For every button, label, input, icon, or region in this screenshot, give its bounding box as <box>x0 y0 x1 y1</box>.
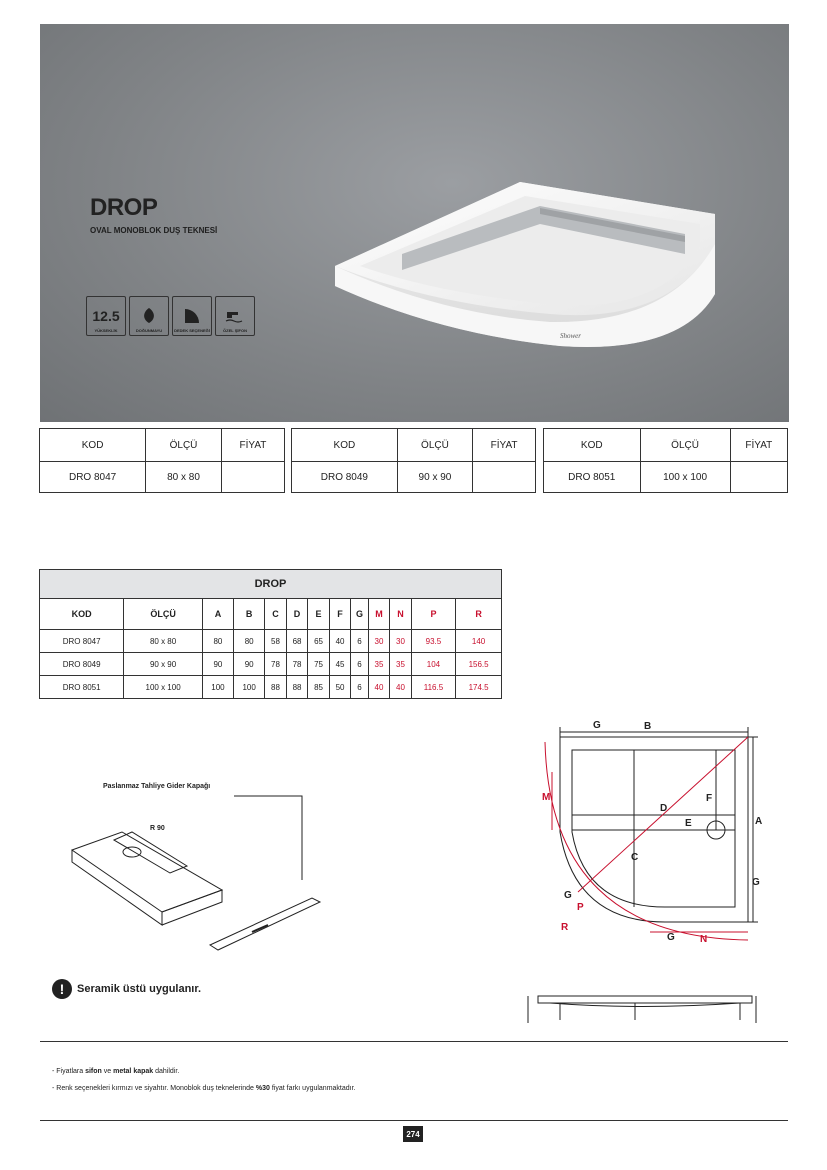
side-view-drawing <box>520 988 760 1028</box>
table-cell: 30 <box>368 630 390 653</box>
drain-cover-detail <box>62 780 332 955</box>
price-table-8049 <box>291 428 536 493</box>
table-cell: 6 <box>351 676 368 699</box>
table-cell: 35 <box>390 653 412 676</box>
dim-header-r: R <box>456 599 502 630</box>
col-header-fiyat: FİYAT <box>730 429 787 462</box>
cell-kod: DRO 8047 <box>40 462 146 493</box>
col-header-olcu: ÖLÇÜ <box>640 429 730 462</box>
table-cell: 35 <box>368 653 390 676</box>
table-cell: DRO 8047 <box>40 630 124 653</box>
dim-header-e: E <box>308 599 330 630</box>
dim-label-c: C <box>631 852 639 863</box>
dim-header-l: ÖLÇÜ <box>124 599 203 630</box>
cell-fiyat <box>730 462 787 493</box>
table-cell: 100 x 100 <box>124 676 203 699</box>
col-header-kod: KOD <box>544 429 641 462</box>
note-text: Seramik üstü uygulanır. <box>77 983 202 995</box>
dim-label-d: D <box>660 803 668 814</box>
leaf-icon <box>139 307 159 325</box>
dim-label-n: N <box>700 934 708 945</box>
table-cell: 68 <box>286 630 308 653</box>
table-row <box>40 653 502 676</box>
table-cell: 85 <box>308 676 330 699</box>
feature-badges <box>86 296 255 336</box>
table-cell: 80 <box>234 630 265 653</box>
dim-header-c: C <box>265 599 287 630</box>
radius-label: R 90 <box>150 825 165 832</box>
table-cell: 45 <box>329 653 351 676</box>
table-cell: 30 <box>390 630 412 653</box>
table-cell: 58 <box>265 630 287 653</box>
shower-icon <box>224 308 246 324</box>
table-cell: 40 <box>329 630 351 653</box>
table-row <box>40 630 502 653</box>
siphon-badge: ÖZEL ŞİFON <box>215 296 255 336</box>
table-cell: DRO 8051 <box>40 676 124 699</box>
dim-header-b: B <box>234 599 265 630</box>
dim-header-g: G <box>351 599 368 630</box>
color-option-badge: DEDEK SEÇENEĞİ <box>172 296 212 336</box>
cell-kod: DRO 8049 <box>292 462 398 493</box>
table-cell: 100 <box>202 676 233 699</box>
brand-label: Shower <box>560 332 581 340</box>
price-table-8051 <box>543 428 788 493</box>
cell-fiyat <box>473 462 536 493</box>
dim-header-m: M <box>368 599 390 630</box>
dim-header-n: N <box>390 599 412 630</box>
dim-label-p: P <box>577 902 584 913</box>
col-header-kod: KOD <box>292 429 398 462</box>
divider <box>40 1041 788 1042</box>
eco-badge: DOĞUNMAYU <box>129 296 169 336</box>
quarter-tray-icon <box>182 307 202 325</box>
cell-olcu: 80 x 80 <box>146 462 222 493</box>
product-subtitle: OVAL MONOBLOK DUŞ TEKNESİ <box>90 226 218 235</box>
dimension-table-title: DROP <box>40 570 502 599</box>
table-cell: 140 <box>456 630 502 653</box>
table-cell: 75 <box>308 653 330 676</box>
table-cell: DRO 8049 <box>40 653 124 676</box>
table-cell: 80 <box>202 630 233 653</box>
exclamation-icon: ! <box>52 979 72 999</box>
technical-drawing <box>520 712 790 952</box>
col-header-fiyat: FİYAT <box>221 429 284 462</box>
divider <box>40 1120 788 1121</box>
dim-label-g4: G <box>667 932 675 943</box>
dim-header-a: A <box>202 599 233 630</box>
dim-header-f: F <box>329 599 351 630</box>
dim-label-g3: G <box>564 890 572 901</box>
cell-olcu: 90 x 90 <box>397 462 472 493</box>
dim-label-m: M <box>542 792 551 803</box>
table-cell: 88 <box>286 676 308 699</box>
table-cell: 156.5 <box>456 653 502 676</box>
table-cell: 78 <box>265 653 287 676</box>
dimension-table <box>39 569 502 699</box>
dim-header-d: D <box>286 599 308 630</box>
table-cell: 90 <box>234 653 265 676</box>
dim-header-p: P <box>411 599 455 630</box>
footnote-2: - Renk seçenekleri kırmızı ve siyahtır. Monoblok duş teknelerinde %30 fiyat farkı uygulanmaktadır. <box>52 1085 356 1092</box>
table-cell: 80 x 80 <box>124 630 203 653</box>
dim-label-b: B <box>644 721 652 732</box>
table-cell: 90 <box>202 653 233 676</box>
dim-label-g: G <box>593 720 601 731</box>
drain-cover-label: Paslanmaz Tahliye Gider Kapağı <box>103 783 211 790</box>
col-header-olcu: ÖLÇÜ <box>146 429 222 462</box>
table-cell: 6 <box>351 630 368 653</box>
dim-label-f: F <box>706 793 713 804</box>
dim-label-e: E <box>685 818 692 829</box>
table-cell: 174.5 <box>456 676 502 699</box>
col-header-fiyat: FİYAT <box>473 429 536 462</box>
cell-kod: DRO 8051 <box>544 462 641 493</box>
table-cell: 40 <box>368 676 390 699</box>
dim-header-kod: KOD <box>40 599 124 630</box>
table-cell: 90 x 90 <box>124 653 203 676</box>
product-hero <box>40 24 789 422</box>
price-table-8047 <box>39 428 285 493</box>
height-badge: 12.5 YÜKSEKLİK <box>86 296 126 336</box>
dim-label-a: A <box>755 816 763 827</box>
dim-label-g2: G <box>752 877 760 888</box>
shower-tray-image <box>330 174 750 384</box>
page-number: 274 <box>403 1126 423 1142</box>
table-cell: 40 <box>390 676 412 699</box>
col-header-olcu: ÖLÇÜ <box>397 429 472 462</box>
table-cell: 104 <box>411 653 455 676</box>
table-row <box>40 676 502 699</box>
table-cell: 50 <box>329 676 351 699</box>
col-header-kod: KOD <box>40 429 146 462</box>
table-cell: 116.5 <box>411 676 455 699</box>
table-cell: 93.5 <box>411 630 455 653</box>
cell-olcu: 100 x 100 <box>640 462 730 493</box>
footnote-1: - Fiyatlara sifon ve metal kapak dahildir. <box>52 1068 180 1075</box>
cell-fiyat <box>221 462 284 493</box>
table-cell: 65 <box>308 630 330 653</box>
table-cell: 78 <box>286 653 308 676</box>
dim-label-r: R <box>561 922 569 933</box>
table-cell: 100 <box>234 676 265 699</box>
table-cell: 6 <box>351 653 368 676</box>
table-cell: 88 <box>265 676 287 699</box>
ceramic-note <box>52 979 201 999</box>
product-title: DROP <box>90 194 158 221</box>
